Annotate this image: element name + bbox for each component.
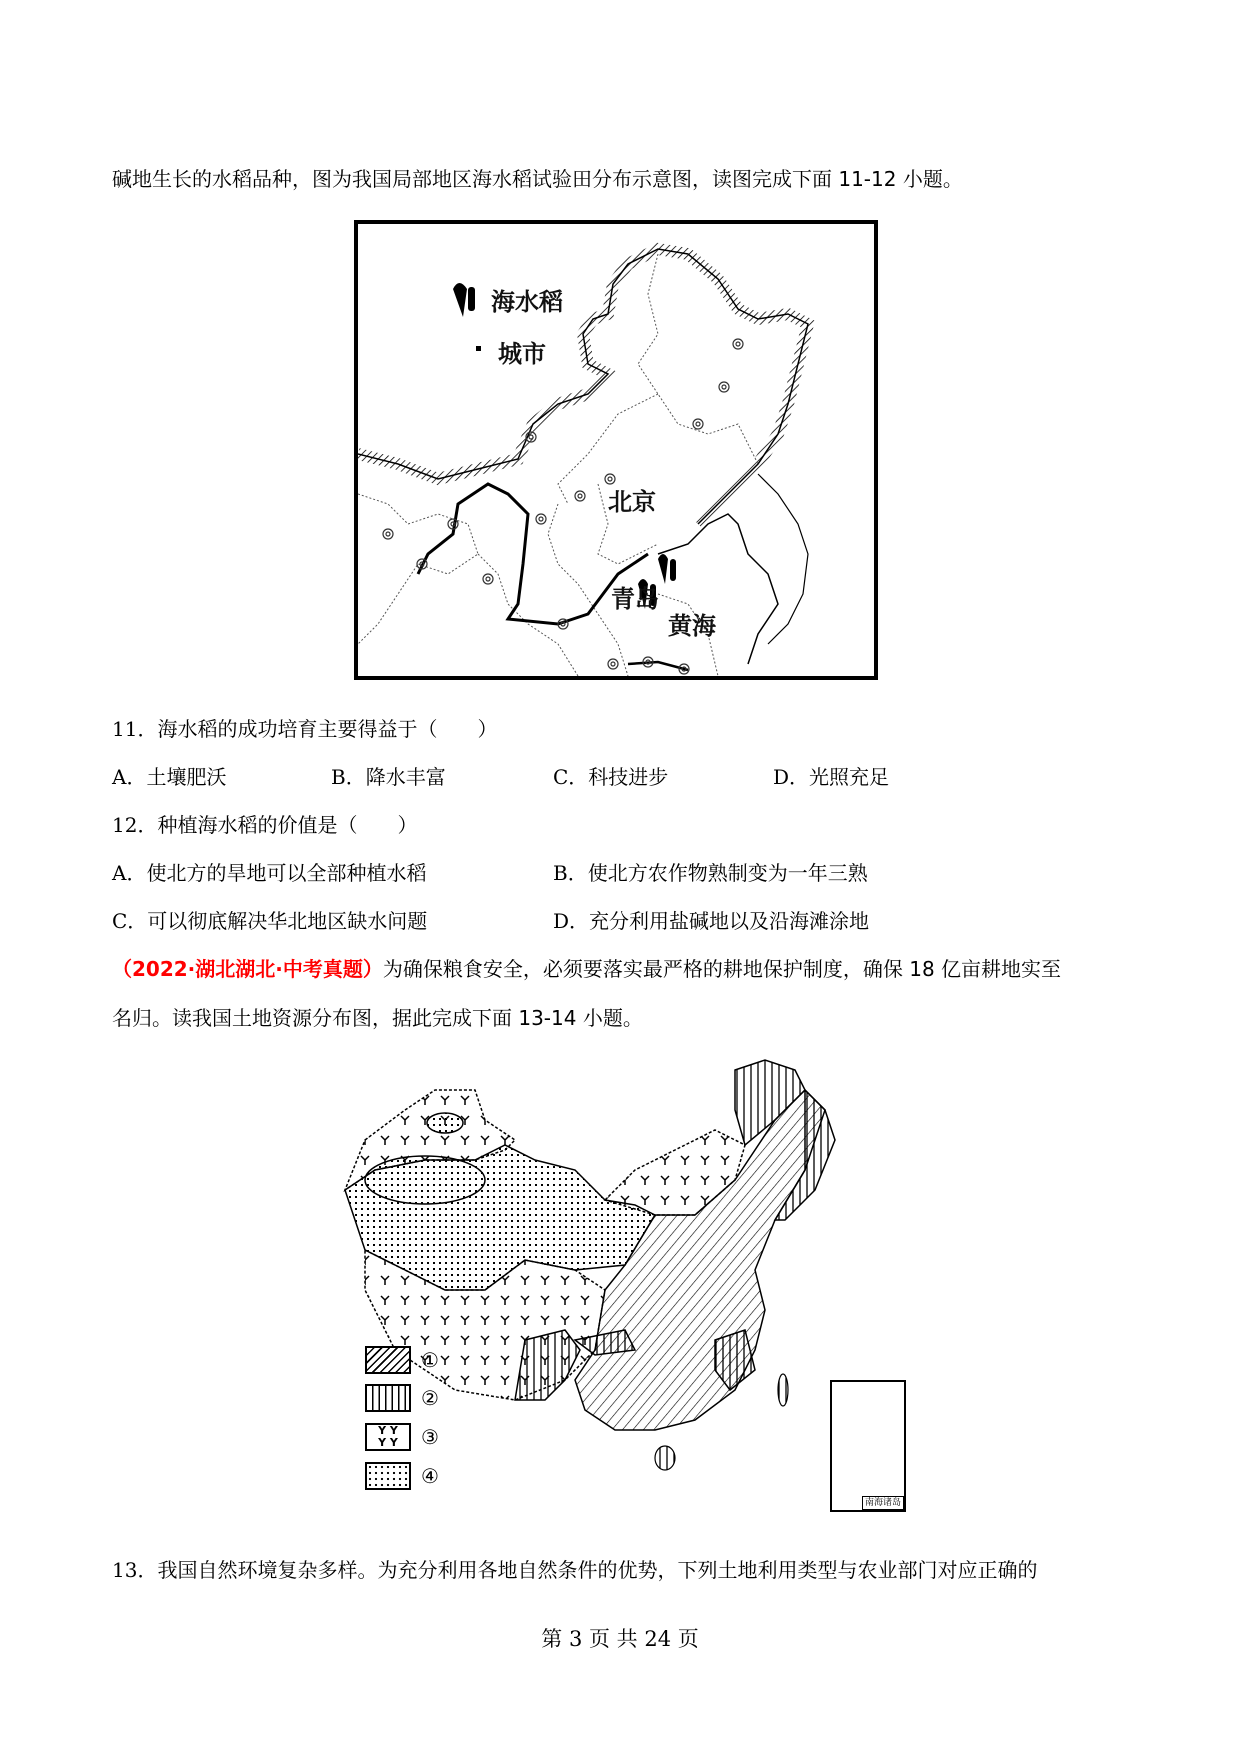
page-footer: 第 3 页 共 24 页 bbox=[541, 1627, 699, 1651]
question-12-option-c[interactable]: C．可以彻底解决华北地区缺水问题 bbox=[112, 909, 428, 933]
legend-item-4 bbox=[365, 1462, 439, 1492]
diagonal-hatch-icon bbox=[365, 1346, 411, 1374]
china-land-resources-map bbox=[335, 1050, 925, 1520]
legend-city-label: 城市 bbox=[498, 339, 546, 368]
sea-rice-map bbox=[354, 220, 878, 680]
vertical-stripes-icon bbox=[365, 1384, 411, 1412]
legend-rice-label: 海水稻 bbox=[491, 287, 563, 316]
question-13-stem: 13．我国自然环境复杂多样。为充分利用各地自然条件的优势，下列土地利用类型与农业部门对应正确的 bbox=[112, 1558, 1038, 1582]
question-11-option-a[interactable]: A．土壤肥沃 bbox=[112, 765, 227, 789]
legend-item-2 bbox=[365, 1384, 439, 1414]
label-yellow-sea: 黄海 bbox=[668, 611, 716, 640]
legend-item-3 bbox=[365, 1423, 439, 1453]
legend-label-3: ③ bbox=[421, 1425, 439, 1449]
question-11-option-c[interactable]: C．科技进步 bbox=[553, 765, 669, 789]
dot-grid-icon bbox=[365, 1462, 411, 1490]
intro-text: 碱地生长的水稻品种，图为我国局部地区海水稻试验田分布示意图，读图完成下面 11-12 小题。 bbox=[112, 167, 963, 191]
passage-2-line-1 bbox=[112, 956, 1061, 982]
question-12-option-b[interactable]: B．使北方农作物熟制变为一年三熟 bbox=[553, 861, 868, 885]
legend-item-1 bbox=[365, 1346, 439, 1376]
source-citation: （2022·湖北湖北·中考真题） bbox=[112, 957, 383, 981]
question-11-option-d[interactable]: D．光照充足 bbox=[773, 765, 890, 789]
inset-label: 南海诸岛 bbox=[862, 1496, 904, 1510]
legend-label-1: ① bbox=[421, 1348, 439, 1372]
question-12-option-d[interactable]: D．充分利用盐碱地以及沿海滩涂地 bbox=[553, 909, 870, 933]
question-12-option-a[interactable]: A．使北方的旱地可以全部种植水稻 bbox=[112, 861, 427, 885]
legend-label-4: ④ bbox=[421, 1464, 439, 1488]
question-11-option-b[interactable]: B．降水丰富 bbox=[331, 765, 446, 789]
label-qingdao: 青岛 bbox=[611, 584, 659, 613]
passage-2-line-2: 名归。读我国土地资源分布图，据此完成下面 13-14 小题。 bbox=[112, 1006, 643, 1030]
label-beijing: 北京 bbox=[608, 487, 656, 516]
south-sea-inset bbox=[830, 1380, 906, 1512]
question-12-stem: 12．种植海水稻的价值是（ ） bbox=[112, 813, 418, 837]
question-11-stem: 11．海水稻的成功培育主要得益于（ ） bbox=[112, 717, 498, 741]
passage-2-text-1: 为确保粮食安全，必须要落实最严格的耕地保护制度，确保 18 亿亩耕地实至 bbox=[382, 957, 1062, 981]
legend-label-2: ② bbox=[421, 1386, 439, 1410]
grass-symbol-icon: Y Y Y Y bbox=[365, 1423, 411, 1451]
